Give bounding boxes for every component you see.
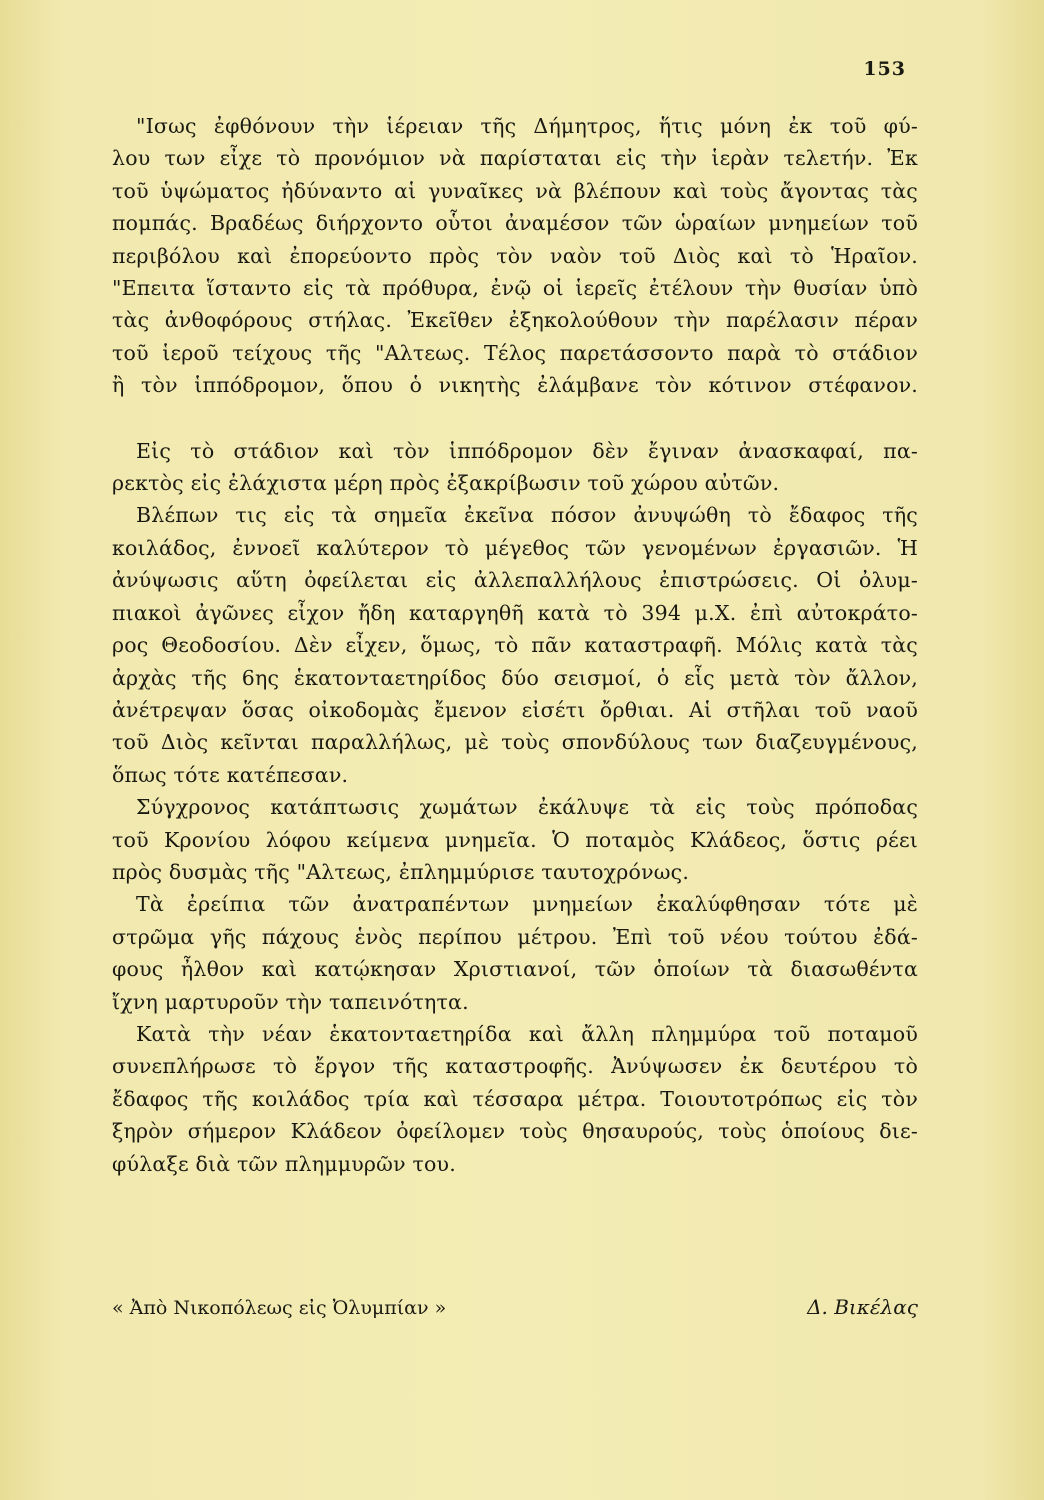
text-line: ἔδαφος τῆς κοιλάδος τρία καὶ τέσσαρα μέτρα. Τοιουτοτρόπως εἰς τὸν	[112, 1086, 918, 1111]
source-title: « Ἀπὸ Νικοπόλεως εἰς Ὀλυμπίαν »	[112, 1297, 447, 1319]
text-line: "Επειτα ἵσταντο εἰς τὰ πρόθυρα, ἐνῷ οἱ ἱερεῖς ἐτέλουν τὴν θυσίαν ὑπὸ	[112, 276, 918, 301]
text-line: λου των εἶχε τὸ προνόμιον νὰ παρίσταται εἰς τὴν ἱερὰν τελετήν. Ἐκ	[112, 146, 918, 171]
text-line: φους ἦλθον καὶ κατῴκησαν Χριστιανοί, τῶν ὁποίων τὰ διασωθέντα	[112, 957, 918, 982]
text-line: Εἰς τὸ στάδιον καὶ τὸν ἱππόδρομον δὲν ἔγιναν ἀνασκαφαί, πα-	[136, 438, 918, 463]
text-line: τὰς ἀνθοφόρους στήλας. Ἐκεῖθεν ἐξηκολούθουν τὴν παρέλασιν πέραν	[112, 308, 918, 333]
paragraph	[112, 499, 918, 791]
citation	[112, 1295, 918, 1319]
text-line: τοῦ ἱεροῦ τείχους τῆς "Αλτεως. Τέλος παρετάσσοντο παρὰ τὸ στάδιον	[112, 340, 918, 365]
text-line: κοιλάδος, ἐννοεῖ καλύτερον τὸ μέγεθος τῶν γενομένων ἐργασιῶν. Ἡ	[112, 535, 918, 560]
text-line: "Ισως ἐφθόνουν τὴν ἱέρειαν τῆς Δήμητρος, ἥτις μόνη ἐκ τοῦ φύ-	[136, 114, 918, 138]
text-line: τοῦ Κρονίου λόφου κείμενα μνημεῖα. Ὁ ποταμὸς Κλάδεος, ὅστις ρέει	[112, 827, 918, 852]
text-line: ρος Θεοδοσίου. Δὲν εἶχεν, ὅμως, τὸ πᾶν καταστραφῆ. Μόλις κατὰ τὰς	[112, 633, 918, 658]
paragraph	[112, 888, 918, 1018]
author-name: Δ. Βικέλας	[807, 1295, 918, 1319]
text-line: Σύγχρονος κατάπτωσις χωμάτων ἐκάλυψε τὰ εἰς τοὺς πρόποδας	[136, 795, 918, 820]
text-line: ρεκτὸς εἰς ἐλάχιστα μέρη πρὸς ἐξακρίβωσιν τοῦ χώρου αὐτῶν.	[112, 471, 780, 496]
text-line: ξηρὸν σήμερον Κλάδεον ὀφείλομεν τοὺς θησαυρούς, τοὺς ὁποίους διε-	[112, 1119, 918, 1144]
text-line: ἀνέτρεψαν ὅσας οἰκοδομὰς ἔμενον εἰσέτι ὄρθιαι. Αἱ στῆλαι τοῦ ναοῦ	[112, 697, 918, 722]
text-line: πομπάς. Βραδέως διήρχοντο οὗτοι ἀναμέσον τῶν ὡραίων μνημείων τοῦ	[112, 211, 918, 236]
text-line: συνεπλήρωσε τὸ ἔργον τῆς καταστροφῆς. Ἀνύψωσεν ἐκ δευτέρου τὸ	[112, 1054, 918, 1079]
text-line: τοῦ ὑψώματος ἠδύναντο αἱ γυναῖκες νὰ βλέπουν καὶ τοὺς ἄγοντας τὰς	[112, 178, 918, 203]
text-line: ἀνύψωσις αὕτη ὀφείλεται εἰς ἀλλεπαλλήλους ἐπιστρώσεις. Οἱ ὀλυμ-	[112, 568, 918, 593]
text-line: τοῦ Διὸς κεῖνται παραλλήλως, μὲ τοὺς σπονδύλους των διαζευγμένους,	[112, 730, 918, 755]
text-line: Κατὰ τὴν νέαν ἑκατονταετηρίδα καὶ ἄλλη πλημμύρα τοῦ ποταμοῦ	[136, 1021, 918, 1046]
page-number: 153	[863, 58, 906, 80]
text-line: Βλέπων τις εἰς τὰ σημεῖα ἐκεῖνα πόσον ἀνυψώθη τὸ ἔδαφος τῆς	[136, 503, 918, 528]
paragraph	[112, 791, 918, 888]
text-line: φύλαξε διὰ τῶν πλημμυρῶν του.	[112, 1151, 456, 1176]
text-line: πιακοὶ ἀγῶνες εἶχον ἤδη καταργηθῆ κατὰ τὸ 394 μ.Χ. ἐπὶ αὐτοκράτο-	[112, 600, 918, 625]
paragraph	[112, 1018, 918, 1180]
paragraph	[112, 435, 918, 500]
text-line: πρὸς δυσμὰς τῆς "Αλτεως, ἐπλημμύρισε ταυτοχρόνως.	[112, 859, 690, 884]
text-line: περιβόλου καὶ ἐπορεύοντο πρὸς τὸν ναὸν τοῦ Διὸς καὶ τὸ Ἡραῖον.	[112, 243, 918, 268]
text-line: ἢ τὸν ἱππόδρομον, ὅπου ὁ νικητὴς ἐλάμβανε τὸν κότινον στέφανον.	[112, 373, 918, 398]
paragraph-gap	[112, 402, 918, 435]
text-line: Τὰ ἐρείπια τῶν ἀνατραπέντων μνημείων ἐκαλύφθησαν τότε μὲ	[136, 892, 918, 917]
text-line: ἴχνη μαρτυροῦν τὴν ταπεινότητα.	[112, 989, 469, 1014]
paragraph	[112, 110, 918, 402]
text-line: ἀρχὰς τῆς 6ης ἑκατονταετηρίδος δύο σεισμοί, ὁ εἷς μετὰ τὸν ἄλλον,	[112, 665, 918, 690]
text-line: στρῶμα γῆς πάχους ἑνὸς περίπου μέτρου. Ἐπὶ τοῦ νέου τούτου ἐδά-	[112, 924, 918, 949]
body-text	[112, 110, 918, 1180]
text-line: ὅπως τότε κατέπεσαν.	[112, 762, 349, 787]
